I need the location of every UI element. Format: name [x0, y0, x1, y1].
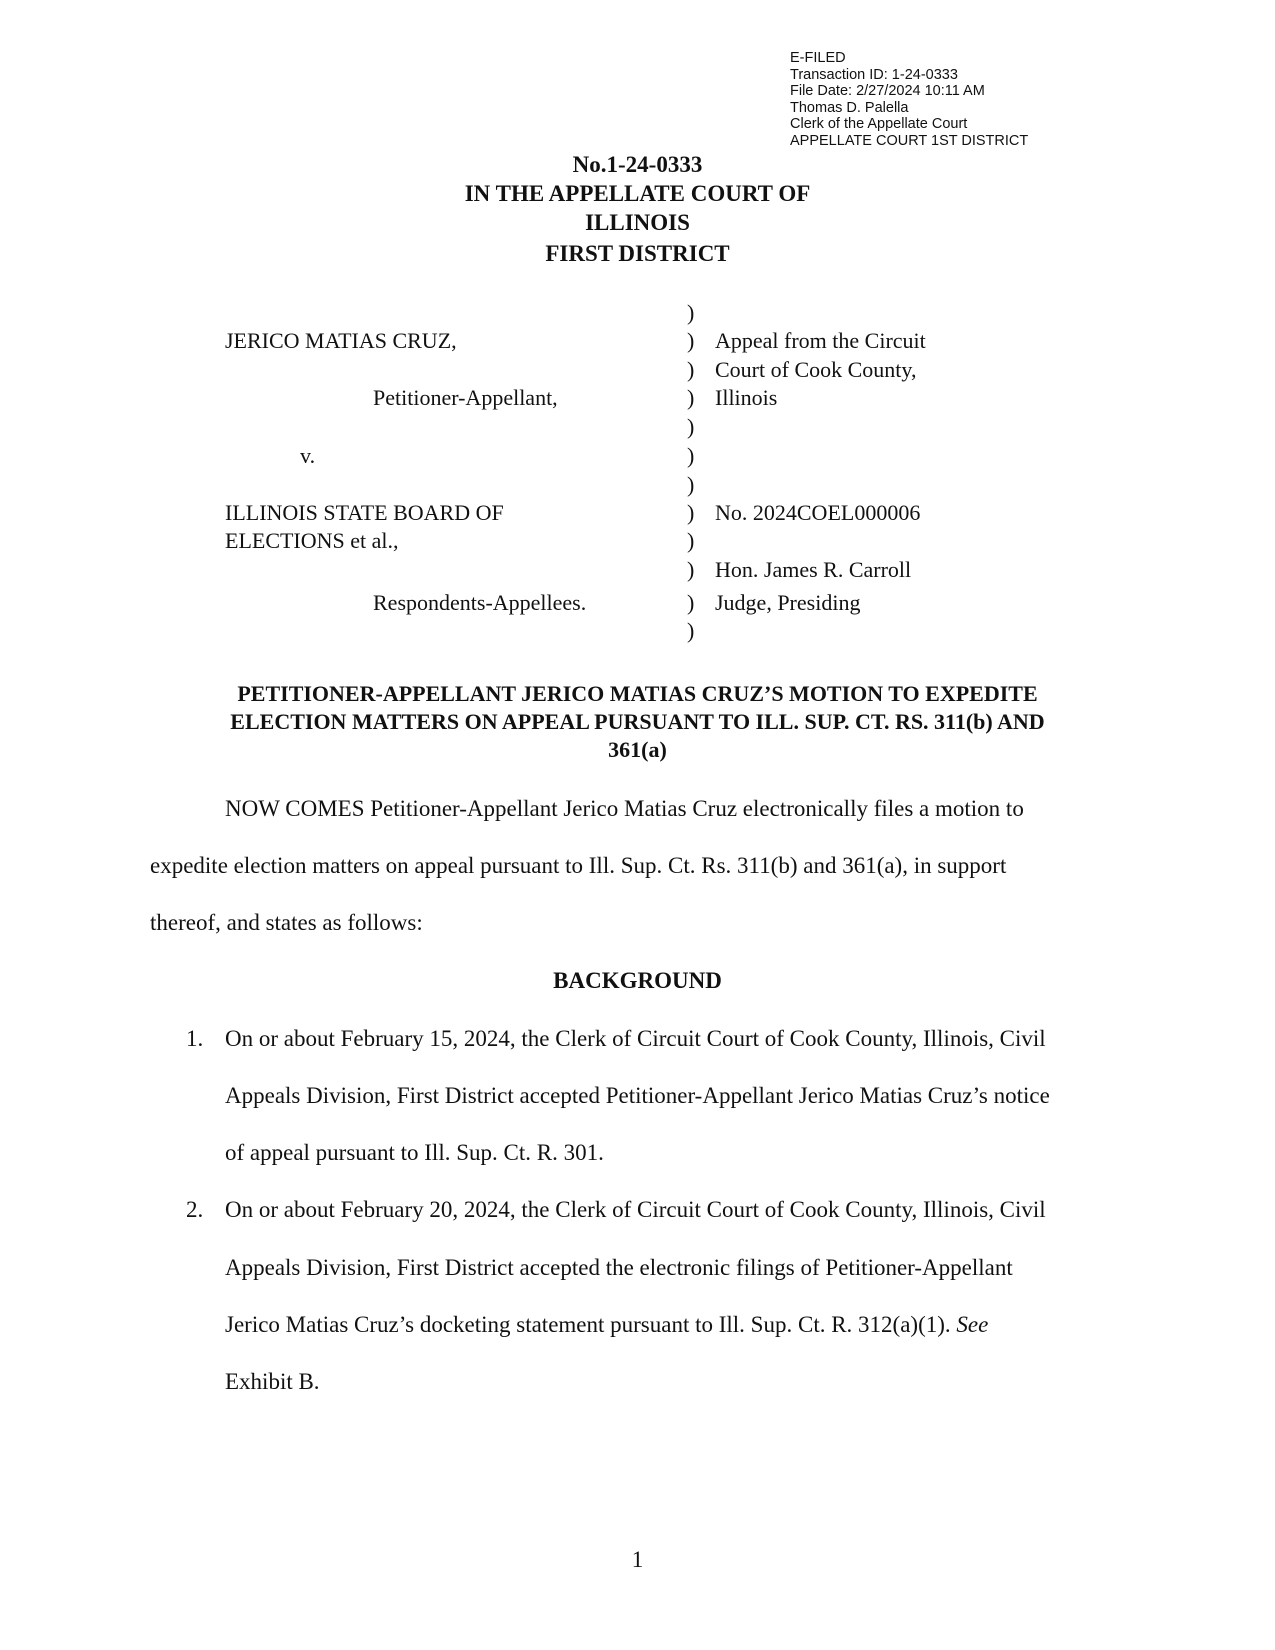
caption-paren: )	[687, 385, 695, 410]
caption-paren: )	[687, 443, 695, 468]
appeal-from-line3: Illinois	[715, 385, 778, 410]
petitioner-name: JERICO MATIAS CRUZ,	[225, 328, 457, 353]
motion-title	[170, 680, 1105, 764]
petitioner-role: Petitioner-Appellant,	[373, 385, 558, 410]
caption-paren: )	[687, 414, 695, 439]
motion-title-line2: ELECTION MATTERS ON APPEAL PURSUANT TO ILL. SUP. CT. RS. 311(b) AND	[230, 709, 1045, 734]
efile-label: E-FILED	[790, 50, 846, 66]
transaction-id: Transaction ID: 1-24-0333	[790, 66, 958, 83]
page-number: 1	[631, 1547, 644, 1572]
caption-paren: )	[687, 300, 695, 325]
respondent-line1: ILLINOIS STATE BOARD OF	[225, 500, 504, 525]
intro-line3: thereof, and states as follows:	[150, 910, 423, 935]
clerk-name: Thomas D. Palella	[790, 99, 909, 116]
appeal-from-line2: Court of Cook County,	[715, 357, 917, 382]
motion-title-line3: 361(a)	[608, 737, 667, 762]
caption-paren: )	[687, 618, 695, 643]
versus: v.	[300, 443, 316, 468]
item-line: of appeal pursuant to Ill. Sup. Ct. R. 301.	[225, 1140, 604, 1165]
caption-paren: )	[687, 500, 695, 525]
item-line	[225, 1312, 988, 1338]
intro-line1: NOW COMES Petitioner-Appellant Jerico Matias Cruz electronically files a motion to	[225, 796, 1024, 821]
item-number: 2.	[186, 1197, 204, 1222]
lower-court-case-number: No. 2024COEL000006	[715, 500, 921, 525]
item-line: On or about February 15, 2024, the Clerk of Circuit Court of Cook County, Illinois, Civil	[225, 1026, 1046, 1051]
item-line: On or about February 20, 2024, the Clerk of Circuit Court of Cook County, Illinois, Civil	[225, 1197, 1046, 1222]
motion-title-line1: PETITIONER-APPELLANT JERICO MATIAS CRUZ’S MOTION TO EXPEDITE	[237, 681, 1038, 706]
caption-paren: )	[687, 357, 695, 382]
item-line: Appeals Division, First District accepted the electronic filings of Petitioner-Appellant	[225, 1255, 1013, 1280]
court-name: APPELLATE COURT 1ST DISTRICT	[790, 132, 1029, 149]
file-date: File Date: 2/27/2024 10:11 AM	[790, 83, 985, 99]
case-number: No.1-24-0333	[572, 152, 703, 177]
efile-stamp	[790, 50, 1090, 149]
intro-line2: expedite election matters on appeal pursuant to Ill. Sup. Ct. Rs. 311(b) and 361(a), in support	[150, 853, 1007, 878]
court-name-line2: ILLINOIS	[585, 210, 690, 235]
caption-paren: )	[687, 590, 695, 615]
item-line: Appeals Division, First District accepted Petitioner-Appellant Jerico Matias Cruz’s notice	[225, 1083, 1050, 1108]
appeal-from-line1: Appeal from the Circuit	[715, 328, 926, 353]
district: FIRST DISTRICT	[545, 241, 730, 266]
caption-paren: )	[687, 472, 695, 497]
item-line: Exhibit B.	[225, 1369, 320, 1394]
item-number: 1.	[186, 1026, 204, 1051]
judge-title: Judge, Presiding	[715, 590, 861, 615]
respondent-role: Respondents-Appellees.	[373, 590, 587, 615]
judge-name: Hon. James R. Carroll	[715, 557, 912, 582]
clerk-title: Clerk of the Appellate Court	[790, 116, 968, 132]
caption-paren: )	[687, 528, 695, 553]
caption-paren: )	[687, 557, 695, 582]
section-heading: BACKGROUND	[553, 968, 722, 993]
item-line-text: Jerico Matias Cruz’s docketing statement pursuant to Ill. Sup. Ct. R. 312(a)(1).	[225, 1312, 951, 1337]
caption-paren: )	[687, 328, 695, 353]
see-signal: See	[956, 1312, 989, 1337]
respondent-line2: ELECTIONS et al.,	[225, 528, 399, 553]
court-name-line1: IN THE APPELLATE COURT OF	[464, 181, 811, 206]
